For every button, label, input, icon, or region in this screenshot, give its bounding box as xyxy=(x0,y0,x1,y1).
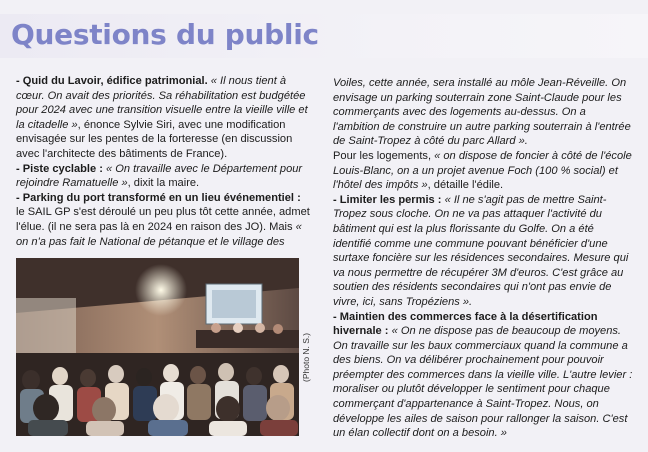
paragraph-permis xyxy=(333,193,633,310)
permis-heading: - Limiter les permis : xyxy=(333,193,442,206)
paragraph-lavoir xyxy=(16,74,312,162)
commerces-heading: - Maintien des commerces face à la désertification hivernale : xyxy=(333,310,598,338)
paragraph-voiles xyxy=(333,76,633,149)
article-title: Questions du public xyxy=(11,18,319,51)
piste-quote: « On travaille avec le Département pour rejoindre Ramatuelle » xyxy=(16,162,303,190)
logements-text: , détaille l'édile. xyxy=(427,179,504,192)
meeting-photo-illustration xyxy=(16,258,299,436)
piste-text: , dixit la maire. xyxy=(127,177,200,190)
paragraph-commerces xyxy=(333,310,633,441)
lavoir-quote: « Il nous tient à cœur. On avait des priorités. Sa réhabilitation est budgétée pour 2024 avec une transition visuelle entre la vieille ville et la citadelle » xyxy=(16,75,308,131)
voiles-quote: Voiles, cette année, sera installé au môle Jean-Réveille. On envisage un parking souterrain zone Saint-Claude pour les commerçants avec des logements au-dessus. On a l'ambition de construire un autre parking souterrain à l'entrée de Saint-Tropez à côté du parc Allard ». xyxy=(333,77,631,148)
left-column xyxy=(16,74,312,249)
meeting-photo xyxy=(16,258,299,436)
paragraph-logements xyxy=(333,149,633,193)
logements-intro: Pour les logements, xyxy=(333,149,435,162)
photo-credit: (Photo N. S.) xyxy=(301,332,311,382)
lavoir-text: , énonce Sylvie Siri, avec une modification envisagée sur les pentes de la forteresse (en discussion avec l'architecte des bâtiments de France). xyxy=(16,118,293,160)
parking-heading: - Parking du port transformé en un lieu événementiel : xyxy=(16,191,301,204)
lavoir-heading: - Quid du Lavoir, édifice patrimonial. xyxy=(16,75,208,87)
parking-text: le SAIL GP s'est déroulé un peu plus tôt cette année, admet l'élue. (il ne sera pas là en 2024 en raison des JO). Mais xyxy=(16,206,310,233)
piste-heading: - Piste cyclable : xyxy=(16,162,103,175)
paragraph-parking xyxy=(16,191,312,249)
paragraph-piste xyxy=(16,162,312,191)
commerces-quote: « On ne dispose pas de beaucoup de moyens. On travaille sur les baux commerciaux quand la commune a des biens. On va délibérer prochainement pour pouvoir préempter des commerces dans la vieille ville. L'autre levier : moraliser ou plutôt développer le sentiment pour chaque commerçant d'appartenance à Saint-Tropez. Nous, on développe les ailes de saison pour rallonger la saison. C'est un élan collectif dont on a besoin. » xyxy=(333,325,633,440)
right-column xyxy=(333,76,633,441)
permis-quote: « Il ne s'agit pas de mettre Saint-Tropez sous cloche. On ne va pas attaquer l'activité du bâtiment qui est la plus florissante du Golfe. On a été identifié comme une commune pouvant bénéficier d'une surtaxe foncière sur les résidences secondaires. Mesure qui va nous permettre de récupérer 3M d'euros. C'est grâce au soutien des résidents secondaires qui n'ont pas envie de vivre, ici, sans Tropéziens ». xyxy=(333,193,629,308)
parking-quote: « on n'a pas fait le National de pétanque et le village des xyxy=(16,220,302,248)
logements-quote: « on dispose de foncier à côté de l'école Louis-Blanc, on a un projet avenue Foch (100 % social) et l'hôtel des impôts » xyxy=(333,149,632,192)
